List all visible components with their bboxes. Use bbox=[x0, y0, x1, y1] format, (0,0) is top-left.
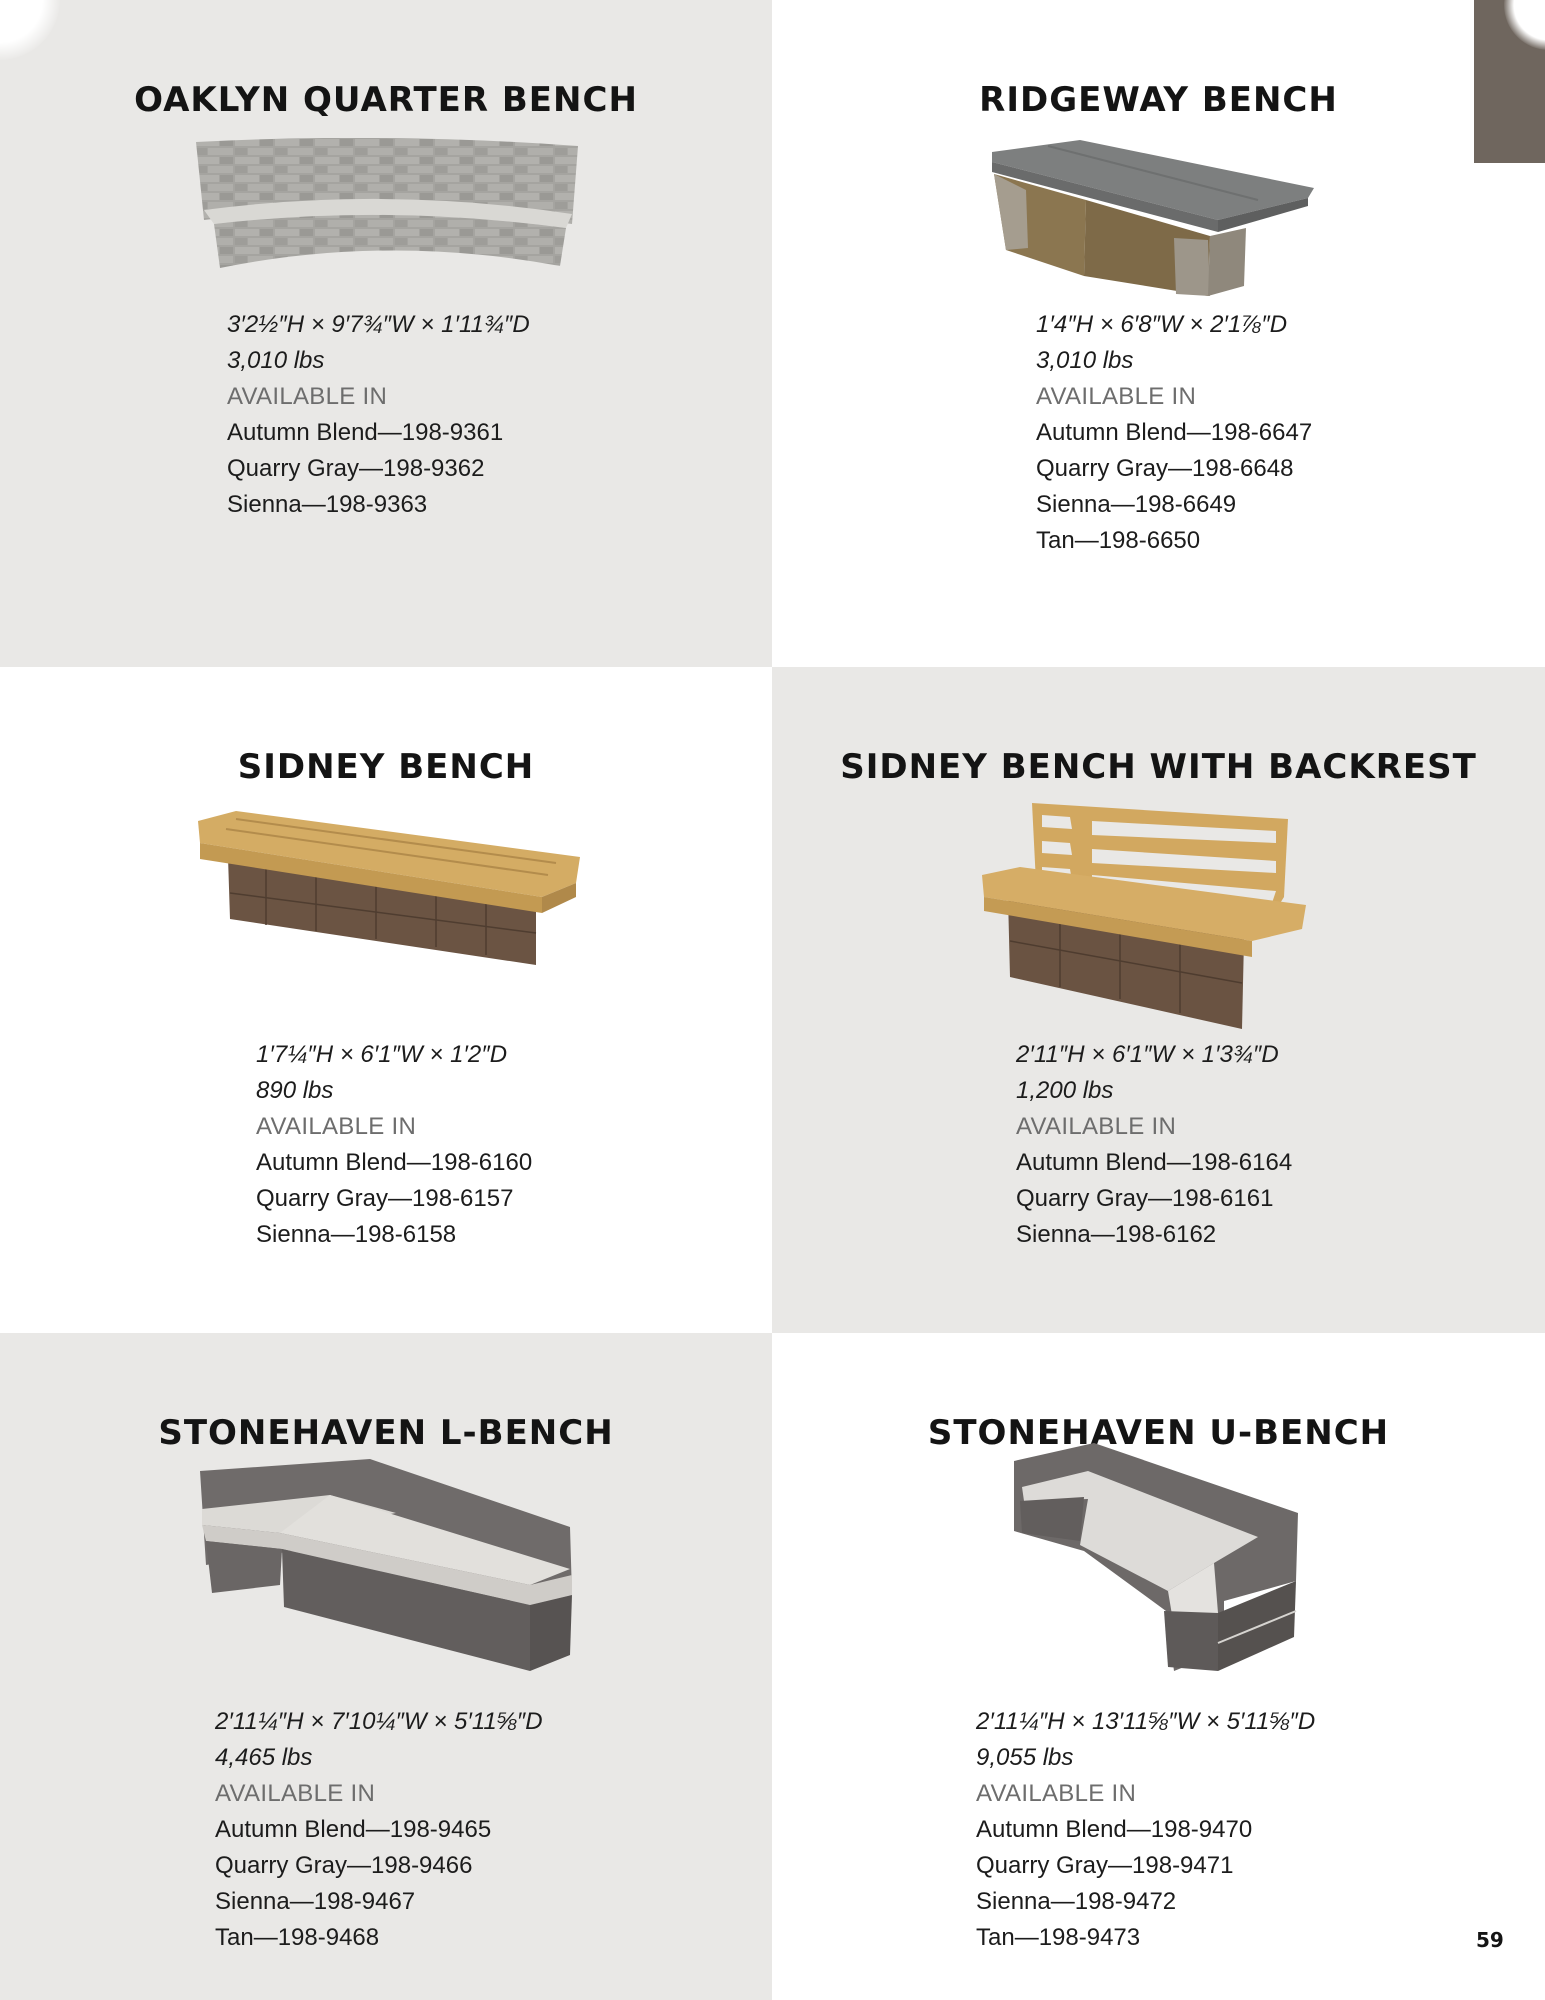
weight: 1,200 lbs bbox=[1016, 1077, 1114, 1104]
tab-highlight bbox=[1504, 0, 1545, 50]
color-option: Quarry Gray—198-9362 bbox=[227, 455, 485, 482]
available-in-label: AVAILABLE IN bbox=[976, 1780, 1137, 1807]
wood-top-stone-bench-image bbox=[196, 807, 580, 965]
weight: 890 lbs bbox=[256, 1077, 334, 1104]
weight: 3,010 lbs bbox=[1036, 347, 1134, 374]
weight: 9,055 lbs bbox=[976, 1744, 1074, 1771]
dimensions: 3′2½″H × 9′7¾″W × 1′11¾″D bbox=[227, 311, 530, 338]
color-option: Tan—198-9473 bbox=[976, 1924, 1141, 1951]
available-in-label: AVAILABLE IN bbox=[1016, 1113, 1177, 1140]
color-option: Quarry Gray—198-6161 bbox=[1016, 1185, 1274, 1212]
weight: 3,010 lbs bbox=[227, 347, 325, 374]
available-in-label: AVAILABLE IN bbox=[1036, 383, 1197, 410]
product-specs bbox=[1036, 307, 1312, 559]
color-option: Autumn Blend—198-6164 bbox=[1016, 1149, 1293, 1176]
curved-stone-bench-image bbox=[194, 138, 580, 272]
page-number: 59 bbox=[1476, 1928, 1504, 1952]
product-title: STONEHAVEN L-BENCH bbox=[158, 1413, 614, 1453]
l-shaped-stone-bench-image bbox=[200, 1445, 574, 1671]
dimensions: 2′11¼″H × 7′10¼″W × 5′11⅝″D bbox=[215, 1708, 543, 1735]
dimensions: 2′11″H × 6′1″W × 1′3¾″D bbox=[1016, 1041, 1279, 1068]
product-specs bbox=[1016, 1037, 1292, 1253]
color-option: Tan—198-6650 bbox=[1036, 527, 1201, 554]
color-option: Sienna—198-6162 bbox=[1016, 1221, 1217, 1248]
product-title: OAKLYN QUARTER BENCH bbox=[134, 80, 638, 120]
product-card-sidney-bench bbox=[0, 667, 772, 1333]
product-card-sidney-bench-backrest bbox=[772, 667, 1545, 1333]
dimensions: 2′11¼″H × 13′11⅝″W × 5′11⅝″D bbox=[976, 1708, 1316, 1735]
u-shaped-stone-bench-image bbox=[1014, 1441, 1298, 1671]
color-option: Sienna—198-9467 bbox=[215, 1888, 416, 1915]
product-card-stonehaven-l-bench bbox=[0, 1333, 772, 2000]
color-option: Autumn Blend—198-9465 bbox=[215, 1816, 492, 1843]
product-title: RIDGEWAY BENCH bbox=[979, 80, 1338, 120]
color-option: Quarry Gray—198-6648 bbox=[1036, 455, 1294, 482]
product-specs bbox=[256, 1037, 532, 1253]
color-option: Sienna—198-9472 bbox=[976, 1888, 1177, 1915]
color-option: Autumn Blend—198-9361 bbox=[227, 419, 504, 446]
color-option: Autumn Blend—198-6647 bbox=[1036, 419, 1313, 446]
stone-slab-bench-image bbox=[988, 136, 1328, 300]
available-in-label: AVAILABLE IN bbox=[215, 1780, 376, 1807]
color-option: Quarry Gray—198-9471 bbox=[976, 1852, 1234, 1879]
dimensions: 1′7¼″H × 6′1″W × 1′2″D bbox=[256, 1041, 508, 1068]
product-title: SIDNEY BENCH bbox=[237, 747, 535, 787]
color-option: Autumn Blend—198-9470 bbox=[976, 1816, 1253, 1843]
product-specs bbox=[227, 307, 530, 523]
product-card-oaklyn-quarter-bench bbox=[0, 0, 772, 667]
color-option: Quarry Gray—198-9466 bbox=[215, 1852, 473, 1879]
color-option: Tan—198-9468 bbox=[215, 1924, 380, 1951]
color-option: Quarry Gray—198-6157 bbox=[256, 1185, 514, 1212]
available-in-label: AVAILABLE IN bbox=[227, 383, 388, 410]
product-title: SIDNEY BENCH WITH BACKREST bbox=[840, 747, 1477, 787]
product-title: STONEHAVEN U-BENCH bbox=[927, 1413, 1390, 1453]
color-option: Sienna—198-9363 bbox=[227, 491, 428, 518]
dimensions: 1′4″H × 6′8″W × 2′1⅞″D bbox=[1036, 311, 1288, 338]
weight: 4,465 lbs bbox=[215, 1744, 313, 1771]
available-in-label: AVAILABLE IN bbox=[256, 1113, 417, 1140]
product-card-stonehaven-u-bench bbox=[772, 1333, 1545, 2000]
section-tab bbox=[1474, 0, 1545, 163]
color-option: Autumn Blend—198-6160 bbox=[256, 1149, 533, 1176]
product-card-ridgeway-bench bbox=[772, 0, 1545, 667]
color-option: Sienna—198-6649 bbox=[1036, 491, 1237, 518]
product-specs bbox=[215, 1704, 543, 1956]
color-option: Sienna—198-6158 bbox=[256, 1221, 457, 1248]
wood-backrest-stone-bench-image bbox=[980, 801, 1310, 1031]
product-specs bbox=[976, 1704, 1315, 1956]
